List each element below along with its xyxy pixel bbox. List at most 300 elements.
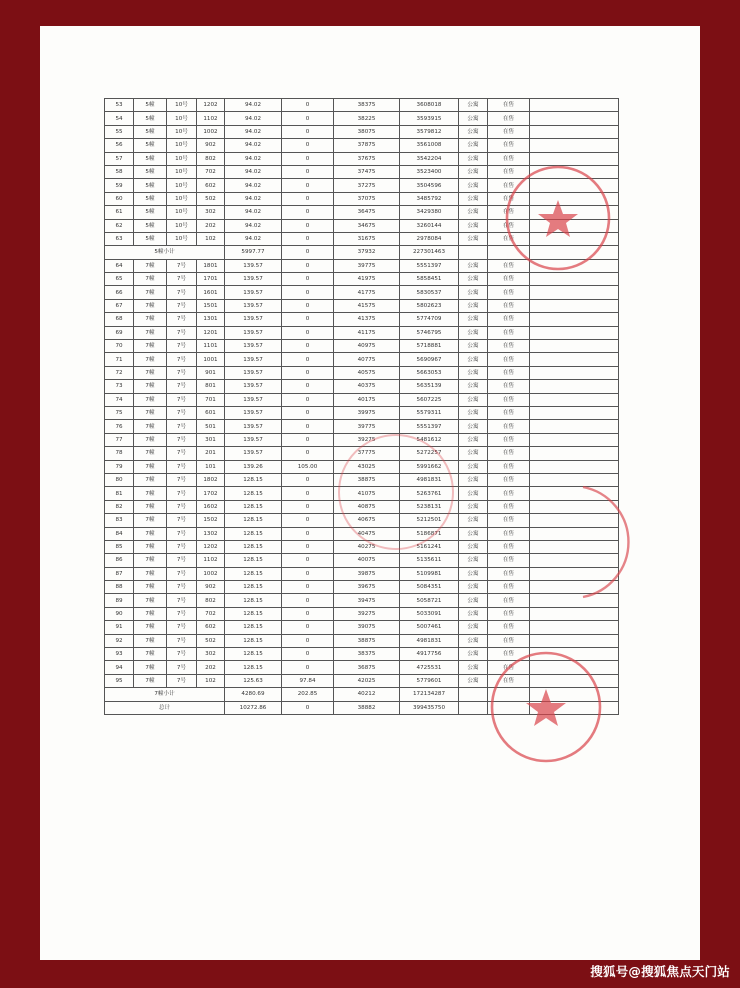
cell-total: 5858451 xyxy=(400,273,459,286)
cell-use: 公寓 xyxy=(459,661,488,674)
subtotal-row xyxy=(105,688,619,701)
cell-label: 总计 xyxy=(105,701,225,714)
cell-use: 公寓 xyxy=(459,313,488,326)
cell-no: 80 xyxy=(105,473,134,486)
cell-area2: 0 xyxy=(282,540,334,553)
cell-no: 67 xyxy=(105,299,134,312)
cell-area2: 0 xyxy=(282,286,334,299)
cell-bldg: 7幢 xyxy=(134,406,167,419)
cell-room: 702 xyxy=(197,607,225,620)
cell-total: 5663053 xyxy=(400,366,459,379)
table-row xyxy=(105,648,619,661)
cell-unit: 7号 xyxy=(167,447,197,460)
cell-unit: 10号 xyxy=(167,192,197,205)
cell-unit: 10号 xyxy=(167,179,197,192)
cell-total: 5084351 xyxy=(400,581,459,594)
table-row xyxy=(105,500,619,513)
cell-price: 40375 xyxy=(334,380,400,393)
cell-area2: 105.00 xyxy=(282,460,334,473)
cell-status: 在售 xyxy=(488,326,530,339)
cell-no: 75 xyxy=(105,406,134,419)
cell-empty xyxy=(530,420,619,433)
cell-price: 37075 xyxy=(334,192,400,205)
cell-area: 128.15 xyxy=(225,621,282,634)
cell-price: 39775 xyxy=(334,259,400,272)
cell-status: 在售 xyxy=(488,406,530,419)
table-row xyxy=(105,567,619,580)
cell-room: 501 xyxy=(197,420,225,433)
cell-total: 3593915 xyxy=(400,112,459,125)
cell-bldg: 7幢 xyxy=(134,581,167,594)
cell-room: 1101 xyxy=(197,340,225,353)
cell-price: 43025 xyxy=(334,460,400,473)
cell-bldg: 5幢 xyxy=(134,192,167,205)
table-row xyxy=(105,473,619,486)
cell-room: 502 xyxy=(197,192,225,205)
cell-price: 40775 xyxy=(334,353,400,366)
cell-bldg: 7幢 xyxy=(134,380,167,393)
cell-bldg: 7幢 xyxy=(134,594,167,607)
cell-area: 94.02 xyxy=(225,99,282,112)
cell-room: 1301 xyxy=(197,313,225,326)
cell-total: 5830537 xyxy=(400,286,459,299)
cell-bldg: 5幢 xyxy=(134,219,167,232)
cell-no: 56 xyxy=(105,139,134,152)
cell-unit: 7号 xyxy=(167,674,197,687)
cell-no: 76 xyxy=(105,420,134,433)
cell-status: 在售 xyxy=(488,447,530,460)
cell-room: 802 xyxy=(197,594,225,607)
cell-status: 在售 xyxy=(488,527,530,540)
cell-area2: 202.85 xyxy=(282,688,334,701)
cell-total: 3579812 xyxy=(400,125,459,138)
cell-no: 64 xyxy=(105,259,134,272)
cell-unit: 7号 xyxy=(167,487,197,500)
cell-unit: 7号 xyxy=(167,420,197,433)
cell-total: 5033091 xyxy=(400,607,459,620)
cell-status: 在售 xyxy=(488,139,530,152)
cell-use: 公寓 xyxy=(459,527,488,540)
cell-area2: 0 xyxy=(282,259,334,272)
cell-use: 公寓 xyxy=(459,380,488,393)
cell-area: 128.15 xyxy=(225,581,282,594)
cell-area: 94.02 xyxy=(225,232,282,245)
cell-area: 128.15 xyxy=(225,554,282,567)
table-row xyxy=(105,340,619,353)
cell-empty xyxy=(488,688,530,701)
cell-use: 公寓 xyxy=(459,326,488,339)
cell-use: 公寓 xyxy=(459,192,488,205)
cell-area: 94.02 xyxy=(225,165,282,178)
cell-room: 502 xyxy=(197,634,225,647)
cell-area2: 0 xyxy=(282,473,334,486)
cell-status: 在售 xyxy=(488,219,530,232)
cell-empty xyxy=(530,447,619,460)
table-row xyxy=(105,299,619,312)
subtotal-row xyxy=(105,246,619,259)
cell-status: 在售 xyxy=(488,567,530,580)
table-row xyxy=(105,581,619,594)
cell-no: 81 xyxy=(105,487,134,500)
cell-total: 3260144 xyxy=(400,219,459,232)
cell-use: 公寓 xyxy=(459,152,488,165)
cell-unit: 10号 xyxy=(167,112,197,125)
cell-status: 在售 xyxy=(488,634,530,647)
table-row xyxy=(105,447,619,460)
cell-status: 在售 xyxy=(488,179,530,192)
cell-area: 94.02 xyxy=(225,219,282,232)
cell-status: 在售 xyxy=(488,433,530,446)
cell-room: 702 xyxy=(197,165,225,178)
cell-bldg: 7幢 xyxy=(134,366,167,379)
table-row xyxy=(105,273,619,286)
cell-total: 5635139 xyxy=(400,380,459,393)
cell-no: 70 xyxy=(105,340,134,353)
cell-total: 5186871 xyxy=(400,527,459,540)
cell-bldg: 7幢 xyxy=(134,433,167,446)
cell-use: 公寓 xyxy=(459,540,488,553)
cell-room: 1802 xyxy=(197,473,225,486)
cell-empty xyxy=(530,112,619,125)
cell-area: 139.57 xyxy=(225,420,282,433)
cell-price: 39475 xyxy=(334,594,400,607)
table-row xyxy=(105,406,619,419)
cell-status: 在售 xyxy=(488,313,530,326)
cell-area2: 0 xyxy=(282,527,334,540)
cell-area2: 0 xyxy=(282,299,334,312)
cell-area2: 0 xyxy=(282,634,334,647)
cell-status: 在售 xyxy=(488,152,530,165)
cell-bldg: 5幢 xyxy=(134,152,167,165)
table-row xyxy=(105,219,619,232)
cell-unit: 7号 xyxy=(167,259,197,272)
cell-empty xyxy=(530,514,619,527)
cell-bldg: 7幢 xyxy=(134,661,167,674)
cell-area2: 0 xyxy=(282,219,334,232)
cell-status: 在售 xyxy=(488,393,530,406)
cell-total: 5058721 xyxy=(400,594,459,607)
cell-area: 128.15 xyxy=(225,607,282,620)
cell-empty xyxy=(530,607,619,620)
cell-bldg: 7幢 xyxy=(134,621,167,634)
cell-total: 5109981 xyxy=(400,567,459,580)
cell-area: 139.57 xyxy=(225,273,282,286)
cell-total: 2978084 xyxy=(400,232,459,245)
cell-no: 55 xyxy=(105,125,134,138)
cell-unit: 7号 xyxy=(167,393,197,406)
cell-no: 59 xyxy=(105,179,134,192)
cell-status: 在售 xyxy=(488,581,530,594)
cell-empty xyxy=(530,393,619,406)
cell-price: 34675 xyxy=(334,219,400,232)
cell-empty xyxy=(530,366,619,379)
cell-empty xyxy=(530,648,619,661)
cell-no: 58 xyxy=(105,165,134,178)
cell-use: 公寓 xyxy=(459,259,488,272)
cell-use: 公寓 xyxy=(459,406,488,419)
cell-bldg: 5幢 xyxy=(134,139,167,152)
cell-no: 92 xyxy=(105,634,134,647)
table-row xyxy=(105,232,619,245)
cell-room: 902 xyxy=(197,581,225,594)
cell-room: 1701 xyxy=(197,273,225,286)
cell-bldg: 7幢 xyxy=(134,514,167,527)
cell-bldg: 7幢 xyxy=(134,648,167,661)
cell-bldg: 7幢 xyxy=(134,487,167,500)
cell-use: 公寓 xyxy=(459,433,488,446)
cell-total: 5212501 xyxy=(400,514,459,527)
cell-empty xyxy=(530,581,619,594)
cell-room: 302 xyxy=(197,206,225,219)
cell-room: 202 xyxy=(197,661,225,674)
cell-room: 1002 xyxy=(197,567,225,580)
cell-area2: 0 xyxy=(282,353,334,366)
cell-status: 在售 xyxy=(488,487,530,500)
cell-unit: 10号 xyxy=(167,139,197,152)
cell-status: 在售 xyxy=(488,420,530,433)
cell-room: 602 xyxy=(197,621,225,634)
cell-total: 3542204 xyxy=(400,152,459,165)
cell-unit: 7号 xyxy=(167,540,197,553)
cell-area: 94.02 xyxy=(225,179,282,192)
cell-unit: 7号 xyxy=(167,366,197,379)
cell-area: 128.15 xyxy=(225,567,282,580)
table-row xyxy=(105,527,619,540)
cell-room: 1001 xyxy=(197,353,225,366)
cell-total: 5991662 xyxy=(400,460,459,473)
cell-bldg: 5幢 xyxy=(134,125,167,138)
cell-empty xyxy=(488,701,530,714)
cell-total: 5579311 xyxy=(400,406,459,419)
cell-bldg: 5幢 xyxy=(134,112,167,125)
cell-empty xyxy=(530,540,619,553)
cell-room: 1201 xyxy=(197,326,225,339)
table-row xyxy=(105,380,619,393)
cell-empty xyxy=(459,246,488,259)
cell-empty xyxy=(530,340,619,353)
cell-area2: 0 xyxy=(282,406,334,419)
cell-status: 在售 xyxy=(488,165,530,178)
cell-total: 5263761 xyxy=(400,487,459,500)
cell-bldg: 7幢 xyxy=(134,554,167,567)
cell-unit: 7号 xyxy=(167,661,197,674)
cell-use: 公寓 xyxy=(459,125,488,138)
cell-area: 139.26 xyxy=(225,460,282,473)
cell-no: 61 xyxy=(105,206,134,219)
cell-price: 40875 xyxy=(334,500,400,513)
cell-use: 公寓 xyxy=(459,299,488,312)
cell-price: 41575 xyxy=(334,299,400,312)
cell-unit: 10号 xyxy=(167,219,197,232)
cell-unit: 7号 xyxy=(167,514,197,527)
cell-status: 在售 xyxy=(488,273,530,286)
cell-no: 93 xyxy=(105,648,134,661)
cell-use: 公寓 xyxy=(459,165,488,178)
cell-area: 128.15 xyxy=(225,634,282,647)
cell-room: 1501 xyxy=(197,299,225,312)
cell-use: 公寓 xyxy=(459,273,488,286)
cell-area2: 0 xyxy=(282,420,334,433)
cell-status: 在售 xyxy=(488,353,530,366)
cell-total: 5607225 xyxy=(400,393,459,406)
cell-area2: 0 xyxy=(282,514,334,527)
cell-no: 78 xyxy=(105,447,134,460)
cell-area2: 0 xyxy=(282,152,334,165)
cell-total: 3523400 xyxy=(400,165,459,178)
cell-room: 1002 xyxy=(197,125,225,138)
cell-room: 602 xyxy=(197,179,225,192)
cell-area: 94.02 xyxy=(225,139,282,152)
cell-no: 88 xyxy=(105,581,134,594)
cell-bldg: 7幢 xyxy=(134,393,167,406)
table-row xyxy=(105,353,619,366)
cell-bldg: 7幢 xyxy=(134,500,167,513)
cell-area2: 0 xyxy=(282,179,334,192)
cell-status: 在售 xyxy=(488,299,530,312)
cell-area2: 0 xyxy=(282,326,334,339)
cell-price: 40575 xyxy=(334,366,400,379)
cell-use: 公寓 xyxy=(459,179,488,192)
cell-label: 7幢小计 xyxy=(105,688,225,701)
cell-area: 139.57 xyxy=(225,447,282,460)
cell-no: 63 xyxy=(105,232,134,245)
cell-area2: 0 xyxy=(282,139,334,152)
cell-status: 在售 xyxy=(488,621,530,634)
table-row xyxy=(105,487,619,500)
cell-room: 1202 xyxy=(197,540,225,553)
cell-area: 128.15 xyxy=(225,514,282,527)
table-row xyxy=(105,99,619,112)
subtotal-row xyxy=(105,701,619,714)
table-row xyxy=(105,634,619,647)
cell-area2: 0 xyxy=(282,661,334,674)
cell-status: 在售 xyxy=(488,554,530,567)
cell-price: 40212 xyxy=(334,688,400,701)
cell-room: 201 xyxy=(197,447,225,460)
table-row xyxy=(105,674,619,687)
cell-no: 60 xyxy=(105,192,134,205)
cell-empty xyxy=(530,152,619,165)
cell-price: 38375 xyxy=(334,99,400,112)
cell-price: 37875 xyxy=(334,139,400,152)
cell-area: 128.15 xyxy=(225,540,282,553)
cell-price: 37932 xyxy=(334,246,400,259)
cell-empty xyxy=(530,527,619,540)
cell-price: 39275 xyxy=(334,607,400,620)
cell-no: 95 xyxy=(105,674,134,687)
cell-area: 139.57 xyxy=(225,299,282,312)
cell-total: 4917756 xyxy=(400,648,459,661)
cell-empty xyxy=(530,380,619,393)
cell-use: 公寓 xyxy=(459,674,488,687)
cell-room: 202 xyxy=(197,219,225,232)
cell-room: 301 xyxy=(197,433,225,446)
cell-bldg: 5幢 xyxy=(134,99,167,112)
cell-unit: 7号 xyxy=(167,554,197,567)
cell-bldg: 7幢 xyxy=(134,527,167,540)
cell-area: 94.02 xyxy=(225,192,282,205)
cell-area2: 0 xyxy=(282,433,334,446)
cell-use: 公寓 xyxy=(459,99,488,112)
cell-price: 40475 xyxy=(334,527,400,540)
cell-no: 94 xyxy=(105,661,134,674)
cell-empty xyxy=(530,179,619,192)
table-row xyxy=(105,554,619,567)
cell-area2: 0 xyxy=(282,380,334,393)
cell-total: 399435750 xyxy=(400,701,459,714)
table-row xyxy=(105,152,619,165)
cell-area: 128.15 xyxy=(225,661,282,674)
cell-area2: 0 xyxy=(282,192,334,205)
cell-area2: 0 xyxy=(282,232,334,245)
cell-price: 37275 xyxy=(334,179,400,192)
table-row xyxy=(105,112,619,125)
cell-empty xyxy=(530,139,619,152)
cell-area2: 0 xyxy=(282,273,334,286)
cell-area2: 0 xyxy=(282,99,334,112)
cell-bldg: 7幢 xyxy=(134,607,167,620)
cell-bldg: 5幢 xyxy=(134,179,167,192)
cell-empty xyxy=(530,500,619,513)
cell-unit: 10号 xyxy=(167,165,197,178)
table-row xyxy=(105,165,619,178)
cell-total: 5690967 xyxy=(400,353,459,366)
cell-area: 139.57 xyxy=(225,366,282,379)
cell-total: 4981831 xyxy=(400,473,459,486)
cell-status: 在售 xyxy=(488,112,530,125)
cell-area: 128.15 xyxy=(225,487,282,500)
cell-room: 1602 xyxy=(197,500,225,513)
cell-unit: 7号 xyxy=(167,567,197,580)
cell-price: 37775 xyxy=(334,447,400,460)
table-row xyxy=(105,621,619,634)
cell-area: 128.15 xyxy=(225,648,282,661)
cell-price: 41175 xyxy=(334,326,400,339)
document-page xyxy=(40,26,700,960)
cell-price: 39675 xyxy=(334,581,400,594)
cell-price: 39075 xyxy=(334,621,400,634)
cell-area2: 97.84 xyxy=(282,674,334,687)
cell-no: 83 xyxy=(105,514,134,527)
cell-area: 139.57 xyxy=(225,326,282,339)
cell-area2: 0 xyxy=(282,112,334,125)
cell-price: 41775 xyxy=(334,286,400,299)
cell-price: 39875 xyxy=(334,567,400,580)
cell-no: 57 xyxy=(105,152,134,165)
cell-no: 71 xyxy=(105,353,134,366)
cell-label: 5幢小计 xyxy=(105,246,225,259)
cell-no: 79 xyxy=(105,460,134,473)
cell-room: 1601 xyxy=(197,286,225,299)
cell-status: 在售 xyxy=(488,232,530,245)
cell-use: 公寓 xyxy=(459,487,488,500)
cell-status: 在售 xyxy=(488,473,530,486)
cell-status: 在售 xyxy=(488,366,530,379)
cell-room: 901 xyxy=(197,366,225,379)
cell-area2: 0 xyxy=(282,313,334,326)
cell-price: 39775 xyxy=(334,420,400,433)
cell-unit: 10号 xyxy=(167,206,197,219)
cell-empty xyxy=(530,192,619,205)
cell-total: 5135611 xyxy=(400,554,459,567)
cell-area2: 0 xyxy=(282,648,334,661)
cell-room: 102 xyxy=(197,674,225,687)
cell-unit: 7号 xyxy=(167,353,197,366)
cell-unit: 10号 xyxy=(167,99,197,112)
cell-unit: 7号 xyxy=(167,473,197,486)
cell-room: 902 xyxy=(197,139,225,152)
cell-bldg: 7幢 xyxy=(134,353,167,366)
